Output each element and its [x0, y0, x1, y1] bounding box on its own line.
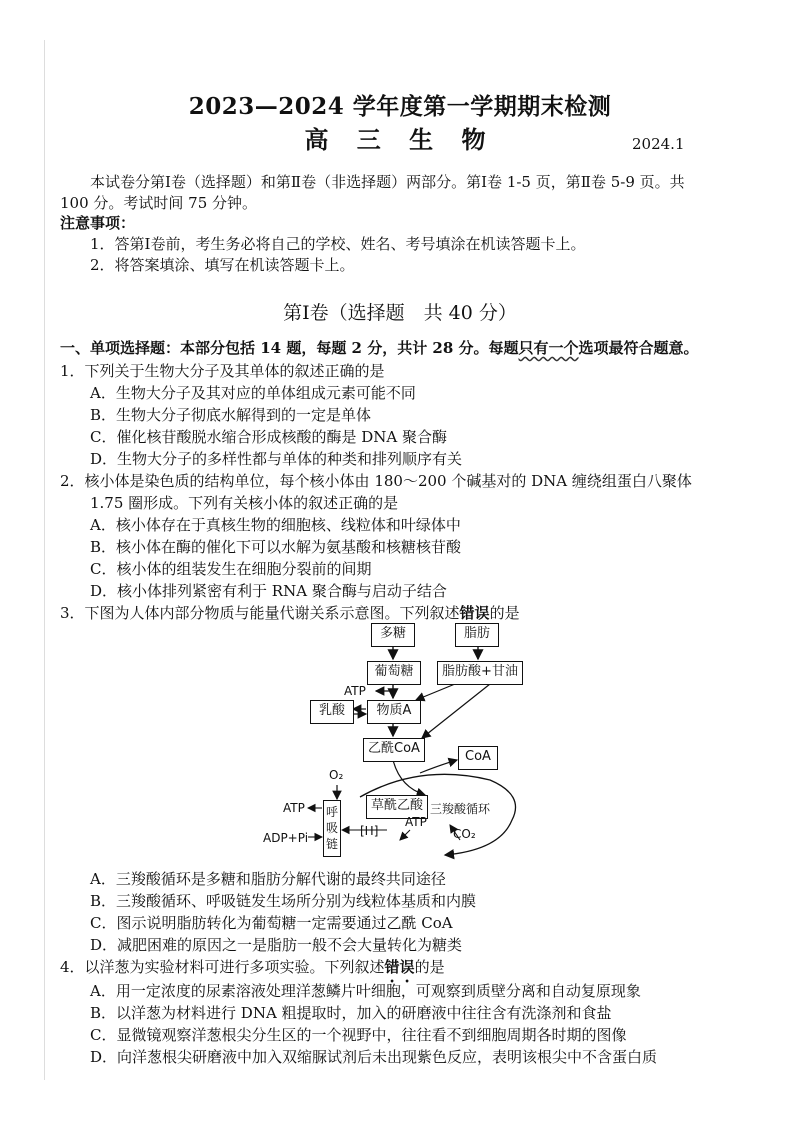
part-instructions: [60, 338, 699, 359]
box-glucose: 葡萄糖: [367, 661, 421, 685]
label-adp-pi: ADP+Pi: [263, 831, 309, 845]
q2-option-a: A．核小体存在于真核生物的细胞核、线粒体和叶绿体中: [90, 516, 461, 534]
q1-option-b: B．生物大分子彻底水解得到的一定是单体: [90, 406, 372, 424]
label-h: [H]: [360, 824, 379, 838]
q4-option-c: C．显微镜观察洋葱根尖分生区的一个视野中，往往看不到细胞周期各时期的图像: [90, 1026, 627, 1044]
box-fatty-acid-glycerol: 脂肪酸+甘油: [437, 661, 523, 685]
q1-option-a: A．生物大分子及其对应的单体组成元素可能不同: [90, 384, 416, 402]
label-co2: CO₂: [453, 827, 476, 841]
q1-option-c: C．催化核苷酸脱水缩合形成核酸的酶是 DNA 聚合酶: [90, 428, 447, 446]
q2-stem-cont: 1.75 圈形成。下列有关核小体的叙述正确的是: [90, 494, 399, 512]
q4-stem-emph: 错误: [384, 958, 415, 976]
q2-option-c: C．核小体的组装发生在细胞分裂前的间期: [90, 560, 372, 578]
exam-subject: 高 三 生 物: [304, 125, 496, 154]
resp-chain-label: 呼吸链: [325, 805, 338, 851]
label-atp-left: ATP: [283, 801, 305, 815]
q4-stem-tail: 的是: [414, 958, 445, 976]
q3-stem-main: 3．下图为人体内部分物质与能量代谢关系示意图。下列叙述: [60, 604, 460, 622]
box-resp-chain: [323, 800, 341, 857]
box-acetyl-coa: 乙酰CoA: [363, 738, 425, 762]
label-atp-top: ATP: [344, 684, 366, 698]
intro-line-2: 100 分。考试时间 75 分钟。: [60, 194, 258, 212]
notes-heading: 注意事项：: [60, 214, 136, 232]
q3-option-b: B．三羧酸循环、呼吸链发生场所分别为线粒体基质和内膜: [90, 892, 477, 910]
q3-option-c: C．图示说明脂肪转化为葡萄糖一定需要通过乙酰 CoA: [90, 914, 453, 932]
box-substance-a: 物质A: [367, 700, 421, 724]
note-2: 2．将答案填涂、填写在机读答题卡上。: [90, 256, 355, 274]
arrow-atp-cycle: [400, 830, 410, 840]
box-fat: 脂肪: [455, 623, 499, 647]
arrow-fa-acetylcoa: [422, 684, 490, 738]
part-instructions-emph: 只有一个: [518, 339, 579, 357]
q4-stem-main: 4．以洋葱为实验材料可进行多项实验。下列叙述: [60, 958, 385, 976]
label-tca-cycle: 三羧酸循环: [430, 802, 491, 816]
box-coa: CoA: [458, 746, 498, 770]
q3-option-d: D．减肥困难的原因之一是脂肪一般不会大量转化为糖类: [90, 936, 463, 954]
q2-stem: 2．核小体是染色质的结构单位，每个核小体由 180～200 个碱基对的 DNA 缠绕组蛋白八聚体: [60, 472, 692, 490]
box-lactic-acid: 乳酸: [310, 700, 354, 724]
metabolism-diagram: [250, 615, 550, 870]
part-instructions-c: 选项最符合题意。: [578, 339, 699, 357]
q4-option-a: A．用一定浓度的尿素溶液处理洋葱鳞片叶细胞，可观察到质壁分离和自动复原现象: [90, 982, 641, 1000]
q3-option-a: A．三羧酸循环是多糖和脂肪分解代谢的最终共同途径: [90, 870, 446, 888]
q2-option-d: D．核小体排列紧密有利于 RNA 聚合酶与启动子结合: [90, 582, 447, 600]
box-oxaloacetate: 草酰乙酸: [366, 795, 428, 819]
label-o2: O₂: [329, 768, 344, 782]
exam-date: 2024.1: [632, 135, 685, 153]
q3-stem-emph: 错误: [459, 604, 490, 622]
arrow-glycerol-a: [416, 684, 455, 700]
label-atp-cycle: ATP: [405, 815, 427, 829]
q4-option-d: D．向洋葱根尖研磨液中加入双缩脲试剂后未出现紫色反应，表明该根尖中不含蛋白质: [90, 1048, 658, 1066]
q4-option-b: B．以洋葱为材料进行 DNA 粗提取时，加入的研磨液中往往含有洗涤剂和食盐: [90, 1004, 612, 1022]
q1-option-d: D．生物大分子的多样性都与单体的种类和排列顺序有关: [90, 450, 463, 468]
scan-edge: [44, 40, 45, 1080]
box-polysaccharide: 多糖: [371, 623, 415, 647]
q1-stem: 1．下列关于生物大分子及其单体的叙述正确的是: [60, 362, 385, 380]
part-instructions-a: 一、单项选择题：本部分包括 14 题，每题 2 分，共计 28 分。每题: [60, 339, 519, 357]
note-1: 1．答第Ⅰ卷前，考生务必将自己的学校、姓名、考号填涂在机读答题卡上。: [90, 235, 586, 253]
q3-stem-tail: 的是: [489, 604, 520, 622]
intro-line-1: 本试卷分第Ⅰ卷（选择题）和第Ⅱ卷（非选择题）两部分。第Ⅰ卷 1-5 页，第Ⅱ卷 5-9 页。共: [90, 173, 685, 191]
arrow-coa-release: [420, 760, 457, 773]
section-title: 第Ⅰ卷（选择题 共 40 分）: [283, 302, 517, 324]
exam-title: 2023—2024 学年度第一学期期末检测: [188, 93, 612, 120]
q2-option-b: B．核小体在酶的催化下可以水解为氨基酸和核糖核苷酸: [90, 538, 462, 556]
